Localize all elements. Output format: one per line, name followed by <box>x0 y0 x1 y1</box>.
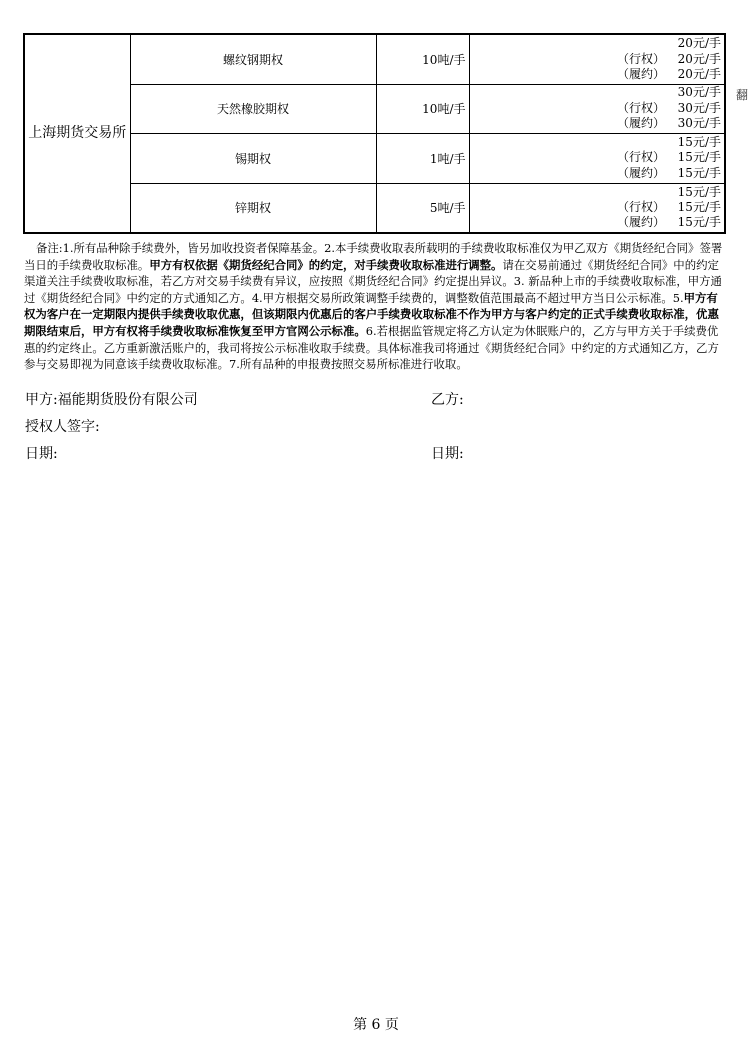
fee-label: （履约） <box>616 66 665 81</box>
fee-label: （行权） <box>616 51 665 66</box>
fee-amount: 30元/手 <box>677 100 721 115</box>
product-unit: 5吨/手 <box>376 183 469 233</box>
fee-amount: 15元/手 <box>677 184 721 199</box>
fee-amount: 30元/手 <box>677 85 721 100</box>
fee-label: （履约） <box>616 165 665 180</box>
product-unit: 1吨/手 <box>376 133 469 183</box>
fee-cell <box>469 84 725 133</box>
fee-label: （履约） <box>616 215 665 230</box>
table-row <box>24 133 725 183</box>
remarks-text: 请在交易前通过《期货经纪合同》中的约定渠道关注手续费收取标准，若乙方对交易手续费有异议，应按照《期货经纪合同》约定提出异议。3. 新品种上市的手续费收取标准，甲方通过《期货经纪合同》中约定的方式通知乙方。4.甲方根据交易所政策调整手续费的，调整数值范围最高不超过甲方当日公示标准。5. <box>24 257 722 305</box>
fee-label: （行权） <box>616 200 665 215</box>
fee-label: （行权） <box>616 150 665 165</box>
remarks-text: 备注:1.所有品种除手续费外，皆另加收投资者保障基金。2.本手续费收取表所载明的手续费收取标准仅为甲乙双方《期货经纪合同》签署当日的手续费收取标准。 <box>24 241 723 272</box>
table-row <box>24 34 725 84</box>
party-a-label: 甲方:福能期货股份有限公司 <box>25 392 198 408</box>
fee-amount: 20元/手 <box>677 66 721 81</box>
product-name: 螺纹钢期权 <box>130 34 376 84</box>
fee-cell <box>469 34 725 84</box>
remarks-text: 6.若根据监管规定将乙方认定为休眠账户的，乙方与甲方关于手续费优惠的约定终止。乙方重新激活账户的，我司将按公示标准收取手续费。具体标准我司将通过《期货经纪合同》中约定的方式通知乙方，乙方参与交易即视为同意该手续费收取标准。7.所有品种的申报费按照交易所标准进行收取。 <box>24 323 719 372</box>
fee-amount: 20元/手 <box>677 36 721 51</box>
fee-amount: 15元/手 <box>677 150 721 165</box>
date-b-label: 日期: <box>431 446 464 462</box>
product-unit: 10吨/手 <box>376 34 469 84</box>
product-unit: 10吨/手 <box>376 84 469 133</box>
date-a-label: 日期: <box>25 446 58 462</box>
product-name: 锌期权 <box>130 183 376 233</box>
fee-label: （履约） <box>616 116 665 131</box>
exchange-cell <box>24 34 130 233</box>
fee-amount: 15元/手 <box>677 165 721 180</box>
fee-amount: 15元/手 <box>677 134 721 149</box>
table-row <box>24 183 725 233</box>
remarks-bold: 甲方有权依据《期货经纪合同》的约定，对手续费收取标准进行调整。 <box>149 257 503 272</box>
fee-cell <box>469 133 725 183</box>
fee-amount: 20元/手 <box>677 51 721 66</box>
fee-label: （行权） <box>616 100 665 115</box>
fee-cell <box>469 183 725 233</box>
table-row <box>24 84 725 133</box>
remarks-bold: 甲方有权为客户在一定期限内提供手续费收取优惠，但该期限内优惠后的客户手续费收取标准不作为甲方与客户约定的正式手续费收取标准，优惠期限结束后，甲方有权将手续费收取标准恢复至甲方官网公示标准。 <box>24 290 719 338</box>
party-b-label: 乙方: <box>431 392 464 408</box>
page-number: 第 6 页 <box>353 1017 399 1033</box>
fee-amount: 15元/手 <box>677 200 721 215</box>
remarks-paragraph <box>24 240 724 373</box>
exchange-name: 上海期货交易所 <box>28 125 127 141</box>
product-name: 天然橡胶期权 <box>130 84 376 133</box>
fee-amount: 15元/手 <box>677 215 721 230</box>
translate-icon[interactable]: 翻 <box>735 88 748 102</box>
fee-amount: 30元/手 <box>677 116 721 131</box>
fee-table <box>23 33 726 234</box>
product-name: 锡期权 <box>130 133 376 183</box>
authorized-signature-label: 授权人签字: <box>25 419 100 435</box>
